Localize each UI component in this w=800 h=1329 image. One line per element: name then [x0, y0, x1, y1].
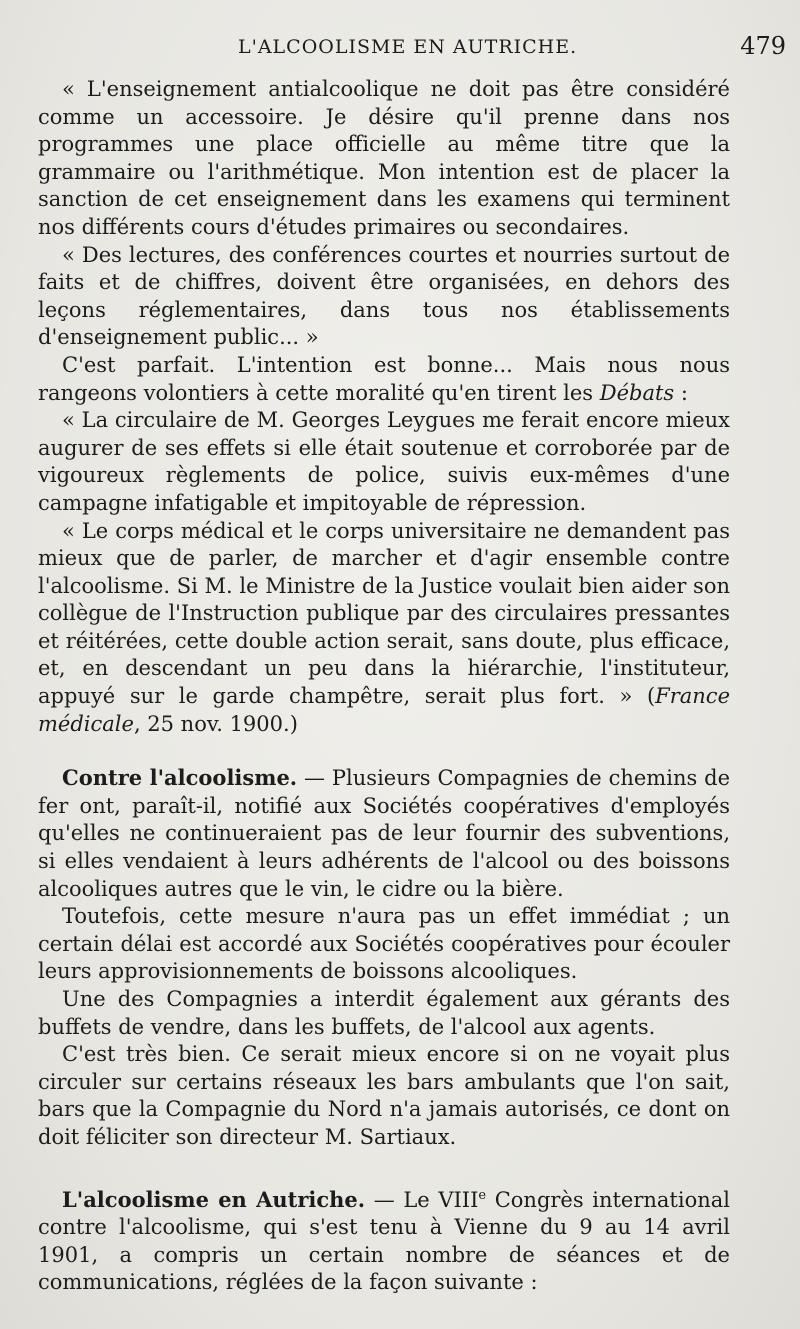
- commentary-colon: :: [674, 380, 688, 405]
- section-heading-alcoolisme-autriche: L'alcoolisme en Autriche.: [62, 1186, 366, 1212]
- section-text-autriche-1: — Le VIII: [365, 1187, 479, 1212]
- page-number: 479: [740, 32, 786, 60]
- ordinal-superscript: e: [478, 1187, 487, 1203]
- paragraph-debats-quote-2: [38, 518, 730, 739]
- running-title: L'ALCOOLISME EN AUTRICHE.: [238, 36, 578, 58]
- section-heading-contre-alcoolisme: Contre l'alcoolisme.: [62, 765, 298, 791]
- paragraph-delai: Toutefois, cette mesure n'aura pas un effet immédiat ; un certain délai est accordé aux Sociétés coopératives pour écouler leurs approvisionnements de boissons alcooliques.: [38, 904, 730, 984]
- paragraph-circular-quote-2: « Des lectures, des conférences courtes et nourries surtout de faits et de chiffres, doivent être organisées, en dehors des leçons réglementaires, dans tous nos établissements d'enseignement public... »: [38, 242, 730, 350]
- paragraph-debats-quote-1: « La circulaire de M. Georges Leygues me ferait encore mieux augurer de ses effets si elle était soutenue et corroborée par de vigoureux règlements de police, suivis eux-mêmes d'une campagne infatigable et impitoyable de répression.: [38, 408, 730, 515]
- paragraph-circular-quote-1: « L'enseignement antialcoolique ne doit pas être considéré comme un accessoire. Je désire qu'il prenne dans nos programmes une place officielle au même titre que la grammaire ou l'arithmétique. Mon intention est de placer la sanction de cet enseignement dans les examens qui terminent nos différents cours d'études primaires ou secondaires.: [38, 77, 730, 239]
- debats-quote-text: « Le corps médical et le corps universitaire ne demandent pas mieux que de parler, de marcher et d'agir ensemble contre l'alcoolisme. Si M. le Ministre de la Justice voulait bien aider son collègue de l'Instruction publique par des circulaires pressantes et réitérées, cette double action serait, sans doute, plus efficace, et, en descendant un peu dans la hiérarchie, l'instituteur, appuyé sur le garde champêtre, serait plus fort. » (: [38, 518, 730, 709]
- body-text: [38, 76, 730, 1297]
- commentary-text: C'est parfait. L'intention est bonne... Mais nous nous rangeons volontiers à cette moralité qu'en tirent les: [38, 352, 730, 405]
- citation-date: , 25 nov. 1900.): [133, 711, 298, 736]
- section-contre-alcoolisme: [38, 764, 730, 903]
- running-head: [38, 32, 786, 68]
- section-text-contre-alcoolisme: — Plusieurs Compagnies de chemins de fer ont, paraît-il, notifié aux Sociétés coopératives d'employés qu'elles ne continueraient pas de leur fournir des subventions, si elles vendaient à leurs adhérents de l'alcool ou des boissons alcooliques autres que le vin, le cidre ou la bière.: [38, 766, 731, 901]
- source-france-medicale: France médicale: [38, 684, 730, 736]
- source-debats: Débats: [599, 380, 675, 405]
- section-alcoolisme-autriche: [38, 1182, 730, 1297]
- section-text-autriche-2: Congrès international contre l'alcoolisme, qui s'est tenu à Vienne du 9 au 14 avril 1901, a compris un certain nombre de séances et de communications, réglées de la façon suivante :: [38, 1187, 730, 1295]
- paragraph-commentary: [38, 352, 730, 407]
- paragraph-buffets: Une des Compagnies a interdit également aux gérants des buffets de vendre, dans les buffets, de l'alcool aux agents.: [38, 987, 730, 1039]
- paragraph-bars-ambulants: C'est très bien. Ce serait mieux encore si on ne voyait plus circuler sur certains réseaux les bars ambulants que l'on sait, bars que la Compagnie du Nord n'a jamais autorisés, ce dont on doit féliciter son directeur M. Sartiaux.: [38, 1042, 730, 1149]
